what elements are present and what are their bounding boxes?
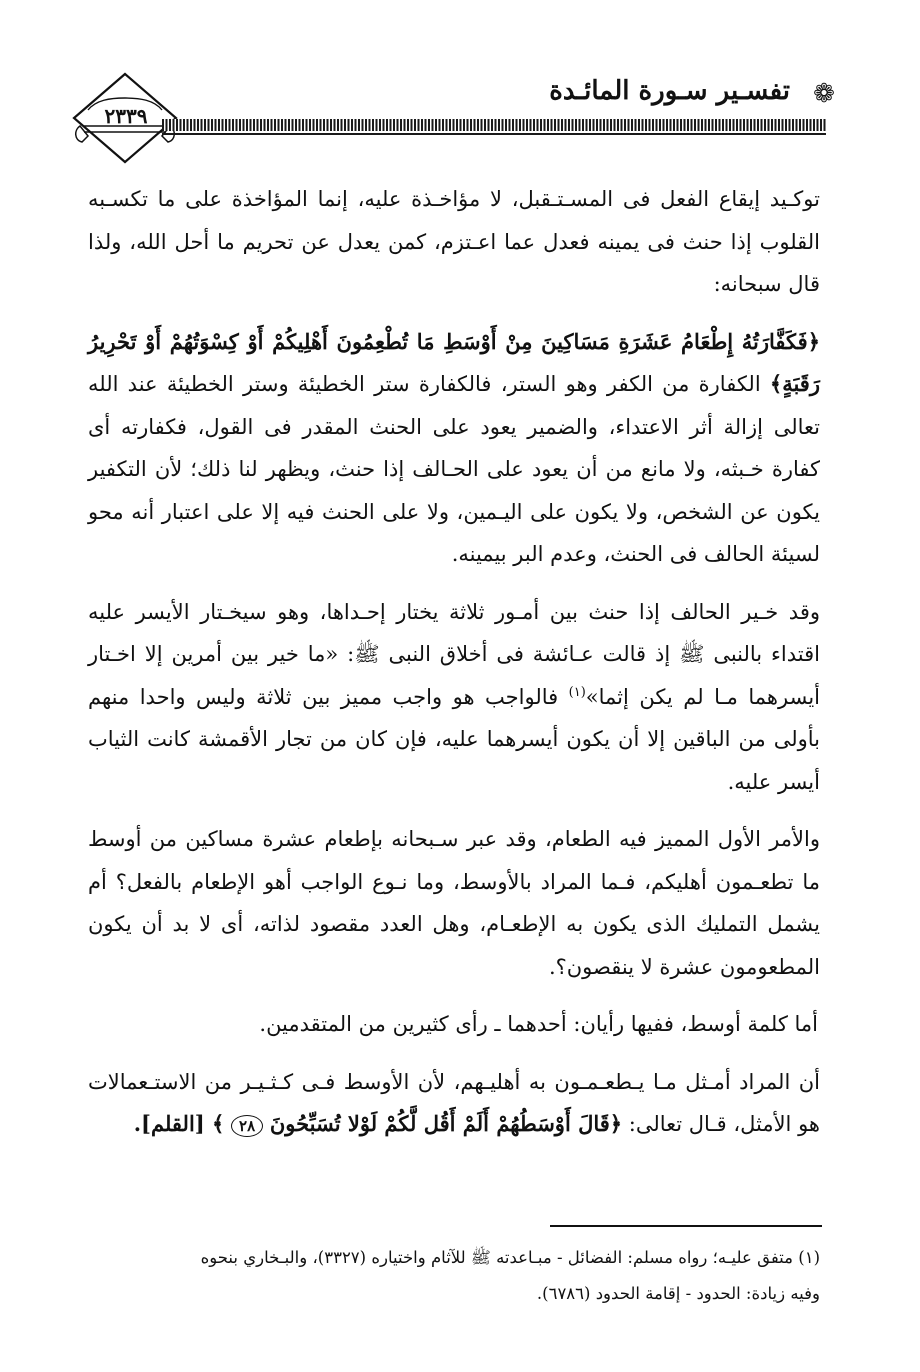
paragraph-6 — [88, 1061, 820, 1146]
footnote — [96, 1240, 820, 1312]
paragraph-3-text-a: وقد خـير الحالف إذا حنث بين أمـور ثلاثة يختار إحـداها، وهو سيخـتار الأيسر عليه اقتداء بالنبى ﷺ إذ قالت عـائشة فى أخلاق النبى ﷺ: «ما خير بين أمرين إلا اخـتار أيسرهما مـا لم يكن إثما» — [88, 599, 821, 709]
page-number-badge — [70, 70, 180, 166]
flower-ornament-icon: ❁ — [813, 79, 835, 109]
footnote-reference[interactable]: (١) — [568, 684, 586, 700]
paragraph-3-text-b: فالواجب هو واجب مميز بين ثلاثة وليس واحدا منهم بأولى من الباقين إلا أن يكون أيسرهما عليه، فإن كان من تجار الأقمشة كانت الثياب أيسر عليه. — [88, 684, 820, 794]
paragraph-2-text: الكفارة من الكفر وهو الستر، فالكفارة ستر الخطيئة وستر الخطيئة عند الله تعالى إزالة أثر الاعتداء، والضمير يعود على الحنث المقدر فى القول، فكفارته أى كفارة خـبثه، ولا مانع من أن يعود على الحـالف إذا حنث، ويظهر لنا ذلك؛ لأن التكفير يكون عن الشخص، ولا يكون على اليـمين، ولا على الحنث فيه إلا على اعتبار أنه محو لسيئة الحالف فى الحنث، وعدم البر بيمينه. — [88, 372, 820, 566]
footnote-line-1: (١) متفق عليـه؛ رواه مسلم: الفضائل - مبـاعدته ﷺ للآثام واختياره (٣٣٢٧)، والبـخاري بنحوه — [200, 1248, 820, 1267]
paragraph-6-text: أن المراد أمـثل مـا يـطعـمـون به أهليـهم، لأن الأوسط فـى كـثـيـر من الاستـعمالات هو الأمثل، قـال تعالى: — [88, 1069, 820, 1136]
quran-verse: ﴿قَالَ أَوْسَطُهُمْ أَلَمْ أَقُل لَّكُمْ لَوْلا تُسَبِّحُونَ — [269, 1111, 623, 1136]
paragraph-1: توكـيد إيقاع الفعل فى المسـتـقبل، لا مؤاخـذة عليه، إنما المؤاخذة على ما تكسـبه القلوب إذا حنث فى يمينه فعدل عما اعـتزم، كمن يعدل عن تحريم ما أحل الله، ولذا قال سبحانه: — [88, 187, 820, 296]
header-hatched-rule — [162, 119, 826, 131]
header-rule-line — [162, 133, 826, 135]
quran-close-bracket: ﴾ — [212, 1111, 225, 1136]
footnote-divider — [550, 1225, 822, 1227]
paragraph-5: أما كلمة أوسط، ففيها رأيان: أحدهما ـ رأى كثيرين من المتقدمين. — [259, 1012, 818, 1036]
surah-name: [القلم]. — [133, 1111, 213, 1136]
paragraph-4: والأمر الأول المميز فيه الطعام، وقد عبر سـبحانه بإطعام عشرة مساكين من أوسط ما تطعـمون أهليكم، فـما المراد بالأوسط، وما نـوع الواجب أهو الإطعام بالفعل؟ أم يشمل التمليك الذى يكون به الإطعـام، وهل العدد مقصود لذاته، أى لا بد أن يكون المطعومون عشرة لا ينقصون؟. — [88, 827, 820, 979]
paragraph-3 — [88, 591, 820, 804]
body-text — [88, 178, 820, 1146]
page-header — [70, 70, 860, 170]
ayah-number-marker: ٢٨ — [231, 1115, 263, 1137]
footnote-line-2: وفيه زيادة: الحدود - إقامة الحدود (٦٧٨٦). — [536, 1284, 820, 1303]
paragraph-2 — [88, 321, 820, 576]
quran-verse: ﴿فَكَفَّارَتُهُ إِطْعَامُ عَشَرَةِ مَسَاكِينَ مِنْ أَوْسَطِ مَا تُطْعِمُونَ أَهْلِيكُمْ أَوْ كِسْوَتُهُمْ أَوْ تَحْرِيرُ رَقَبَةٍ﴾ — [88, 328, 820, 396]
page-number: ٢٣٣٩ — [104, 104, 148, 128]
book-title: تفسـير سـورة المائـدة — [549, 76, 790, 106]
